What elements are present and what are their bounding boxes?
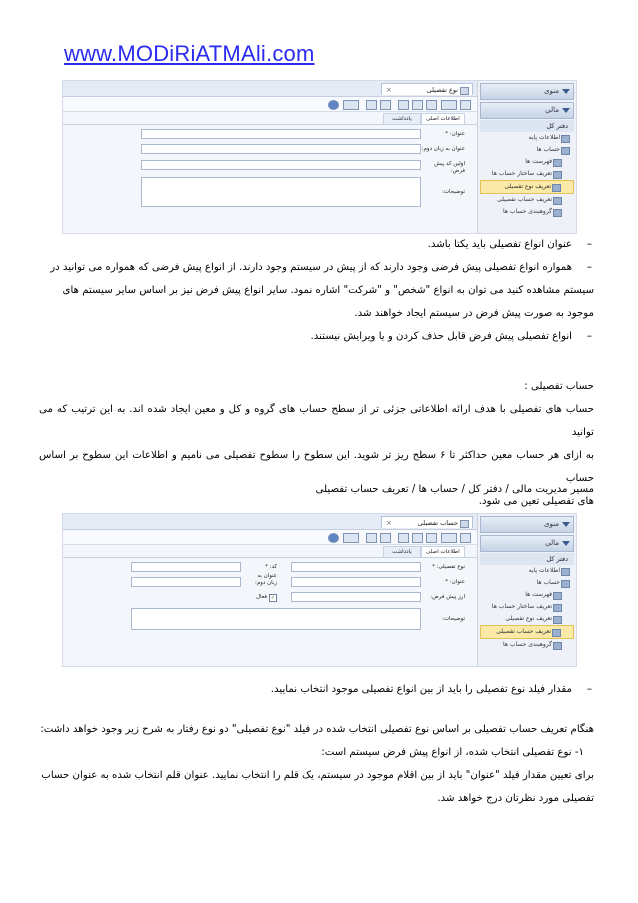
default-prefix-input[interactable] — [141, 160, 421, 170]
chevron-down-icon — [562, 522, 570, 527]
tab-bar — [63, 81, 477, 97]
help-icon[interactable] — [328, 533, 339, 543]
sidebar-item-detail-type[interactable]: تعریف نوع تفصیلی — [480, 613, 574, 625]
menu-path-text: مسیر مدیریت مالی / دفتر کل / حساب ها / تعریف حساب تفصیلی — [315, 484, 594, 495]
description-textarea[interactable] — [141, 177, 421, 207]
para-last-line-1: برای تعیین مقدار فیلد "عنوان" باید از بین اقلام موجود در سیستم، یک قلم را انتخاب نمایید. عنوان قلم انتخاب شده به عنوان حساب — [41, 770, 594, 781]
open-icon[interactable] — [441, 100, 457, 110]
screenshot-detail-type-form — [62, 80, 577, 234]
item-1: ۱- نوع تفصیلی انتخاب شده، از انواع پیش فرض سیستم است: — [321, 747, 584, 758]
preview-icon[interactable] — [366, 100, 377, 110]
para-account-line-3: های تفصیلی تعین می شود. — [478, 496, 594, 507]
close-icon[interactable]: × — [386, 86, 392, 94]
active-label: فعال — [256, 594, 267, 600]
sidebar-section-ledger: دفتر کل — [480, 120, 574, 132]
heading-detail-account: حساب تفصیلی : — [524, 381, 594, 392]
tab-detail-type[interactable]: نوع تفصیلی × — [381, 83, 473, 95]
bullet-default-types-cont-1: سیستم مشاهده کنید می توان به انواع "شخص" و "شرکت" اشاره نمود. سایر انواع پیش فرض نیز بر اساس سایر سیستم های — [62, 285, 594, 296]
description-textarea[interactable] — [131, 608, 421, 630]
sidebar-item-lists[interactable]: فهرست ها — [480, 589, 574, 601]
sidebar-item-account-structure[interactable]: تعریف ساختار حساب ها — [480, 168, 574, 180]
para-account-line-1: حساب های تفصیلی با هدف ارائه اطلاعاتی جزئی تر از سطح حساب های گروه و کل و معین ایجاد شده اند. به این ترتیب که می توانید — [39, 404, 594, 438]
sidebar-item-account-structure[interactable]: تعریف ساختار حساب ها — [480, 601, 574, 613]
bullet-default-types-cont-2: موجود به صورت پیش فرض در سیستم ایجاد خواهند شد. — [354, 308, 594, 319]
subtabs — [63, 112, 477, 125]
folder-icon — [561, 580, 570, 588]
subtab-notes[interactable]: یادداشت — [383, 546, 421, 557]
title-input[interactable] — [141, 129, 421, 139]
help-icon[interactable] — [328, 100, 339, 110]
code-label: کد: * — [265, 564, 277, 570]
active-checkbox[interactable]: ✓ — [270, 595, 276, 601]
bullet-unique-title: – عنوان انواع تفصیلی باید یکتا باشد. — [39, 233, 594, 256]
title-second-input[interactable] — [141, 144, 421, 154]
subtab-main-info[interactable]: اطلاعات اصلی — [421, 113, 465, 124]
sidebar-item-accounts[interactable]: حساب ها — [480, 577, 574, 589]
save-new-icon[interactable] — [412, 533, 423, 543]
screenshot-detail-account-form — [62, 513, 577, 667]
sidebar-menu-header[interactable]: منوی — [480, 516, 574, 533]
sidebar — [477, 81, 576, 233]
close-icon[interactable]: × — [386, 519, 392, 527]
para-account-line-2: به ازای هر حساب معین حداکثر تا ۶ سطح ریز تر شوید. این سطوح را سطوح تفصیلی می نامیم و اطلاعات این سطوح بر اساس حساب — [39, 450, 594, 484]
search-icon[interactable] — [343, 100, 359, 110]
list-icon — [553, 616, 562, 624]
save-icon[interactable] — [426, 100, 437, 110]
tab-bar — [63, 514, 477, 530]
subtab-main-info[interactable]: اطلاعات اصلی — [421, 546, 465, 557]
group-icon — [553, 209, 562, 217]
sidebar-menu-header[interactable]: منوی — [480, 83, 574, 100]
default-prefix-label: اولین کد پیش فرض: — [434, 161, 465, 174]
structure-icon — [553, 171, 562, 179]
subtab-notes[interactable]: یادداشت — [383, 113, 421, 124]
description-label: توضیحات: — [442, 616, 465, 622]
save-new-icon[interactable] — [412, 100, 423, 110]
folder-icon — [553, 159, 562, 167]
list-icon — [553, 197, 562, 205]
toolbar — [63, 530, 477, 545]
folder-icon — [561, 568, 570, 576]
form-icon — [460, 520, 469, 528]
text-block-select-type — [39, 678, 594, 701]
structure-icon — [553, 604, 562, 612]
toolbar — [63, 97, 477, 112]
sidebar-item-accounts[interactable]: حساب ها — [480, 144, 574, 156]
sidebar-item-basic-info[interactable]: اطلاعات پایه — [480, 565, 574, 577]
sidebar-item-detail-account[interactable]: تعریف حساب تفصیلی — [480, 625, 574, 639]
default-currency-label: ارز پیش فرض: — [430, 594, 465, 600]
para-last-line-2: تفصیلی مورد نظرتان درج خواهد شد. — [437, 793, 594, 804]
title-label: عنوان: * — [445, 131, 465, 137]
title-second-label: عنوان به زبان دوم: — [254, 573, 277, 586]
form-icon — [460, 87, 469, 95]
sidebar-item-lists[interactable]: فهرست ها — [480, 156, 574, 168]
sidebar-finance-header[interactable]: مالی — [480, 102, 574, 119]
title-second-input[interactable] — [131, 577, 241, 587]
folder-icon — [561, 135, 570, 143]
para-when: هنگام تعریف حساب تفصیلی بر اساس نوع تفصیلی انتخاب شده در فیلد "نوع تفصیلی" دو نوع رفتار به شرح زیر وجود خواهد داشت: — [40, 724, 594, 735]
sidebar-item-account-grouping[interactable]: گروهبندی حساب ها — [480, 206, 574, 218]
print-icon[interactable] — [380, 533, 391, 543]
list-icon — [552, 629, 561, 637]
bullet-default-types: – همواره انواع تفصیلی پیش فرضی وجود دارند که از پیش در سیستم وجود دارند. از انواع پیش فرضی که همواره می توانید در — [39, 256, 594, 279]
sidebar-finance-header[interactable]: مالی — [480, 535, 574, 552]
description-label: توضیحات: — [442, 189, 465, 195]
save-close-icon[interactable] — [398, 100, 409, 110]
title-second-label: عنوان به زبان دوم: — [421, 146, 465, 152]
sidebar-item-detail-type[interactable]: تعریف نوع تفصیلی — [480, 180, 574, 194]
bullet-select-type: – مقدار فیلد نوع تفصیلی را باید از بین انواع تفصیلی موجود انتخاب نمایید. — [39, 678, 594, 701]
bullet-not-editable: – انواع تفصیلی پیش فرض قابل حذف کردن و یا ویرایش نیستند. — [39, 325, 594, 348]
chevron-down-icon — [562, 541, 570, 546]
menu-path — [39, 478, 594, 501]
new-icon[interactable] — [460, 100, 471, 110]
folder-icon — [561, 147, 570, 155]
sidebar-section-ledger: دفتر کل — [480, 553, 574, 565]
tab-detail-account[interactable]: حساب تفصیلی × — [381, 516, 473, 528]
search-icon[interactable] — [343, 533, 359, 543]
title-label: عنوان: * — [445, 579, 465, 585]
folder-icon — [553, 592, 562, 600]
list-icon — [552, 184, 561, 192]
detail-type-form — [63, 125, 477, 233]
default-currency-select[interactable] — [291, 592, 421, 602]
print-icon[interactable] — [380, 100, 391, 110]
detail-type-select[interactable] — [291, 562, 421, 572]
new-icon[interactable] — [460, 533, 471, 543]
preview-icon[interactable] — [366, 533, 377, 543]
text-block-behaviour — [39, 718, 594, 810]
sidebar-item-account-grouping[interactable]: گروهبندی حساب ها — [480, 639, 574, 651]
sidebar-item-detail-account[interactable]: تعریف حساب تفصیلی — [480, 194, 574, 206]
chevron-down-icon — [562, 108, 570, 113]
code-input[interactable] — [131, 562, 241, 572]
group-icon — [553, 642, 562, 650]
site-title[interactable]: www.MODiRiATMAli.com — [64, 41, 315, 66]
sidebar-item-basic-info[interactable]: اطلاعات پایه — [480, 132, 574, 144]
title-select[interactable] — [291, 577, 421, 587]
save-close-icon[interactable] — [398, 533, 409, 543]
chevron-down-icon — [562, 89, 570, 94]
open-icon[interactable] — [441, 533, 457, 543]
save-icon[interactable] — [426, 533, 437, 543]
subtabs — [63, 545, 477, 558]
detail-type-label: نوع تفصیلی: * — [432, 564, 465, 570]
text-block-detail-types — [39, 233, 594, 348]
sidebar — [477, 514, 576, 666]
detail-account-form — [63, 558, 477, 666]
